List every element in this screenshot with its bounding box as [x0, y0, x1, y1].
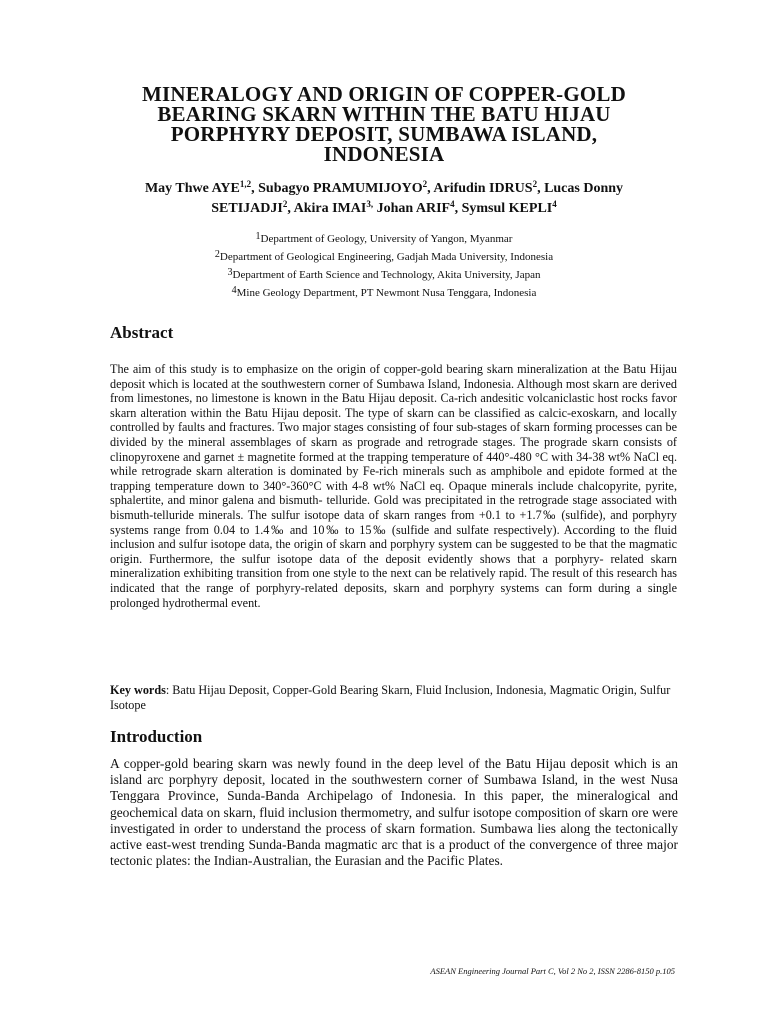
- keywords-text: : Batu Hijau Deposit, Copper-Gold Bearing Skarn, Fluid Inclusion, Indonesia, Magmatic Origin, Sulfur Isotope: [110, 683, 671, 712]
- author-name: , Lucas Donny: [537, 181, 624, 196]
- paper-title: [100, 84, 668, 164]
- affiliation-number: 1: [255, 231, 261, 242]
- author-name: Johan ARIF: [373, 201, 451, 216]
- author-name: SETIJADJI: [211, 201, 283, 216]
- abstract-heading: Abstract: [110, 323, 174, 342]
- author-name: , Arifudin IDRUS: [427, 181, 533, 196]
- author-affil-mark: 1,2: [239, 179, 252, 189]
- title-line: INDONESIA: [323, 142, 445, 166]
- author-affil-mark: 2: [532, 179, 538, 189]
- affiliation-number: 4: [231, 285, 237, 296]
- affiliation-text: Mine Geology Department, PT Newmont Nusa Tenggara, Indonesia: [236, 287, 537, 299]
- introduction-body: A copper-gold bearing skarn was newly found in the deep level of the Batu Hijau deposit which is an island arc porphyry deposit, located in the southwestern corner of Sumbawa Island, in the west Nusa Tenggara Province, Sunda-Banda Archipelago of Indonesia. In this paper, the mineralogical and geochemical data on skarn, fluid inclusion thermometry, and sulfur isotope composition of skarn ore were investigated in order to understand the process of skarn formation. Sumbawa lies along the tectonically active east-west trending Sunda-Banda magmatic arc that is a product of the convergence of three major tectonic plates: the Indian-Australian, the Eurasian and the Pacific Plates.: [110, 756, 678, 869]
- author-line: [100, 179, 668, 199]
- author-list: [100, 179, 668, 219]
- abstract-body: The aim of this study is to emphasize on the origin of copper-gold bearing skarn mineralization at the Batu Hijau deposit which is located at the southwestern corner of Sumbawa Island, Indonesia. Although most skarn are derived from limestones, no limestone is known in the Batu Hijau deposit. Ca-rich andesitic volcaniclastic host rocks favor skarn alteration within the Batu Hijau deposit. The type of skarn can be classified as calcic-exoskarn, and locally controlled by faults and fractures. Two major stages consisting of four sub-stages of skarn forming processes can be divided by the mineral assemblages of skarn as prograde and retrograde stages. The prograde skarn consists of clinopyroxene and garnet ± magnetite formed at the trapping temperature of 440°-480 °C with 34-38 wt% NaCl eq. while retrograde skarn alteration is dominated by Fe-rich minerals such as amphibole and epidote formed at the trapping temperature down to 340°-360°C with 4-8 wt% NaCl eq. Opaque minerals include chalcopyrite, pyrite, sphalertite, and minor galena and bismuth- telluride. Gold was precipitated in the retrograde stage associated with bismuth-telluride minerals. The sulfur isotope data of skarn ranges from +0.1 to +1.7‰ (sulfide), and porphyry systems range from 0.04 to 1.4‰ and 10‰ to 15‰ (sulfide and sulfate respectively). According to the fluid inclusion and sulfur isotope data, the origin of skarn and porphyry system can be suggested to be that the magmatic origin. Furthermore, the sulfur isotope data of the deposit evidently shows that a porphyry- related skarn mineralization exhibiting transition from one style to the next can be relatively rapid. The result of this research has indicated that the range of porphyry-related deposits, skarn and porphyry systems can form during a single prolonged hydrothermal event.: [110, 362, 677, 610]
- author-affil-mark: 4: [450, 199, 455, 209]
- affiliation: [100, 230, 668, 248]
- affiliation-number: 3: [227, 267, 233, 278]
- author-line: [100, 199, 668, 219]
- affiliation-text: Department of Earth Science and Technology, Akita University, Japan: [232, 269, 541, 281]
- affiliation-text: Department of Geological Engineering, Gadjah Mada University, Indonesia: [219, 251, 554, 263]
- affiliation: [100, 266, 668, 284]
- affiliation: [100, 284, 668, 302]
- affiliation-text: Department of Geology, University of Yangon, Myanmar: [260, 233, 513, 245]
- introduction-heading: Introduction: [110, 727, 203, 746]
- title-line: BEARING SKARN WITHIN THE BATU HIJAU: [157, 102, 611, 126]
- title-line: MINERALOGY AND ORIGIN OF COPPER-GOLD: [142, 82, 626, 106]
- affiliation: [100, 248, 668, 266]
- author-affil-mark: 3,: [366, 199, 374, 209]
- author-name: May Thwe AYE: [144, 181, 240, 196]
- author-affil-mark: 2: [282, 199, 288, 209]
- affiliation-list: [100, 230, 668, 302]
- author-affil-mark: 2: [422, 179, 428, 189]
- keywords-label: Key words: [110, 683, 166, 697]
- journal-footer: ASEAN Engineering Journal Part C, Vol 2 No 2, ISSN 2286-8150 p.105: [430, 966, 675, 976]
- keywords: [110, 683, 677, 713]
- affiliation-number: 2: [214, 249, 220, 260]
- title-line: PORPHYRY DEPOSIT, SUMBAWA ISLAND,: [170, 122, 598, 146]
- author-affil-mark: 4: [552, 199, 557, 209]
- author-name: , Akira IMAI: [287, 201, 367, 216]
- author-name: , Subagyo PRAMUMIJOYO: [251, 181, 423, 196]
- author-name: , Symsul KEPLI: [454, 201, 553, 216]
